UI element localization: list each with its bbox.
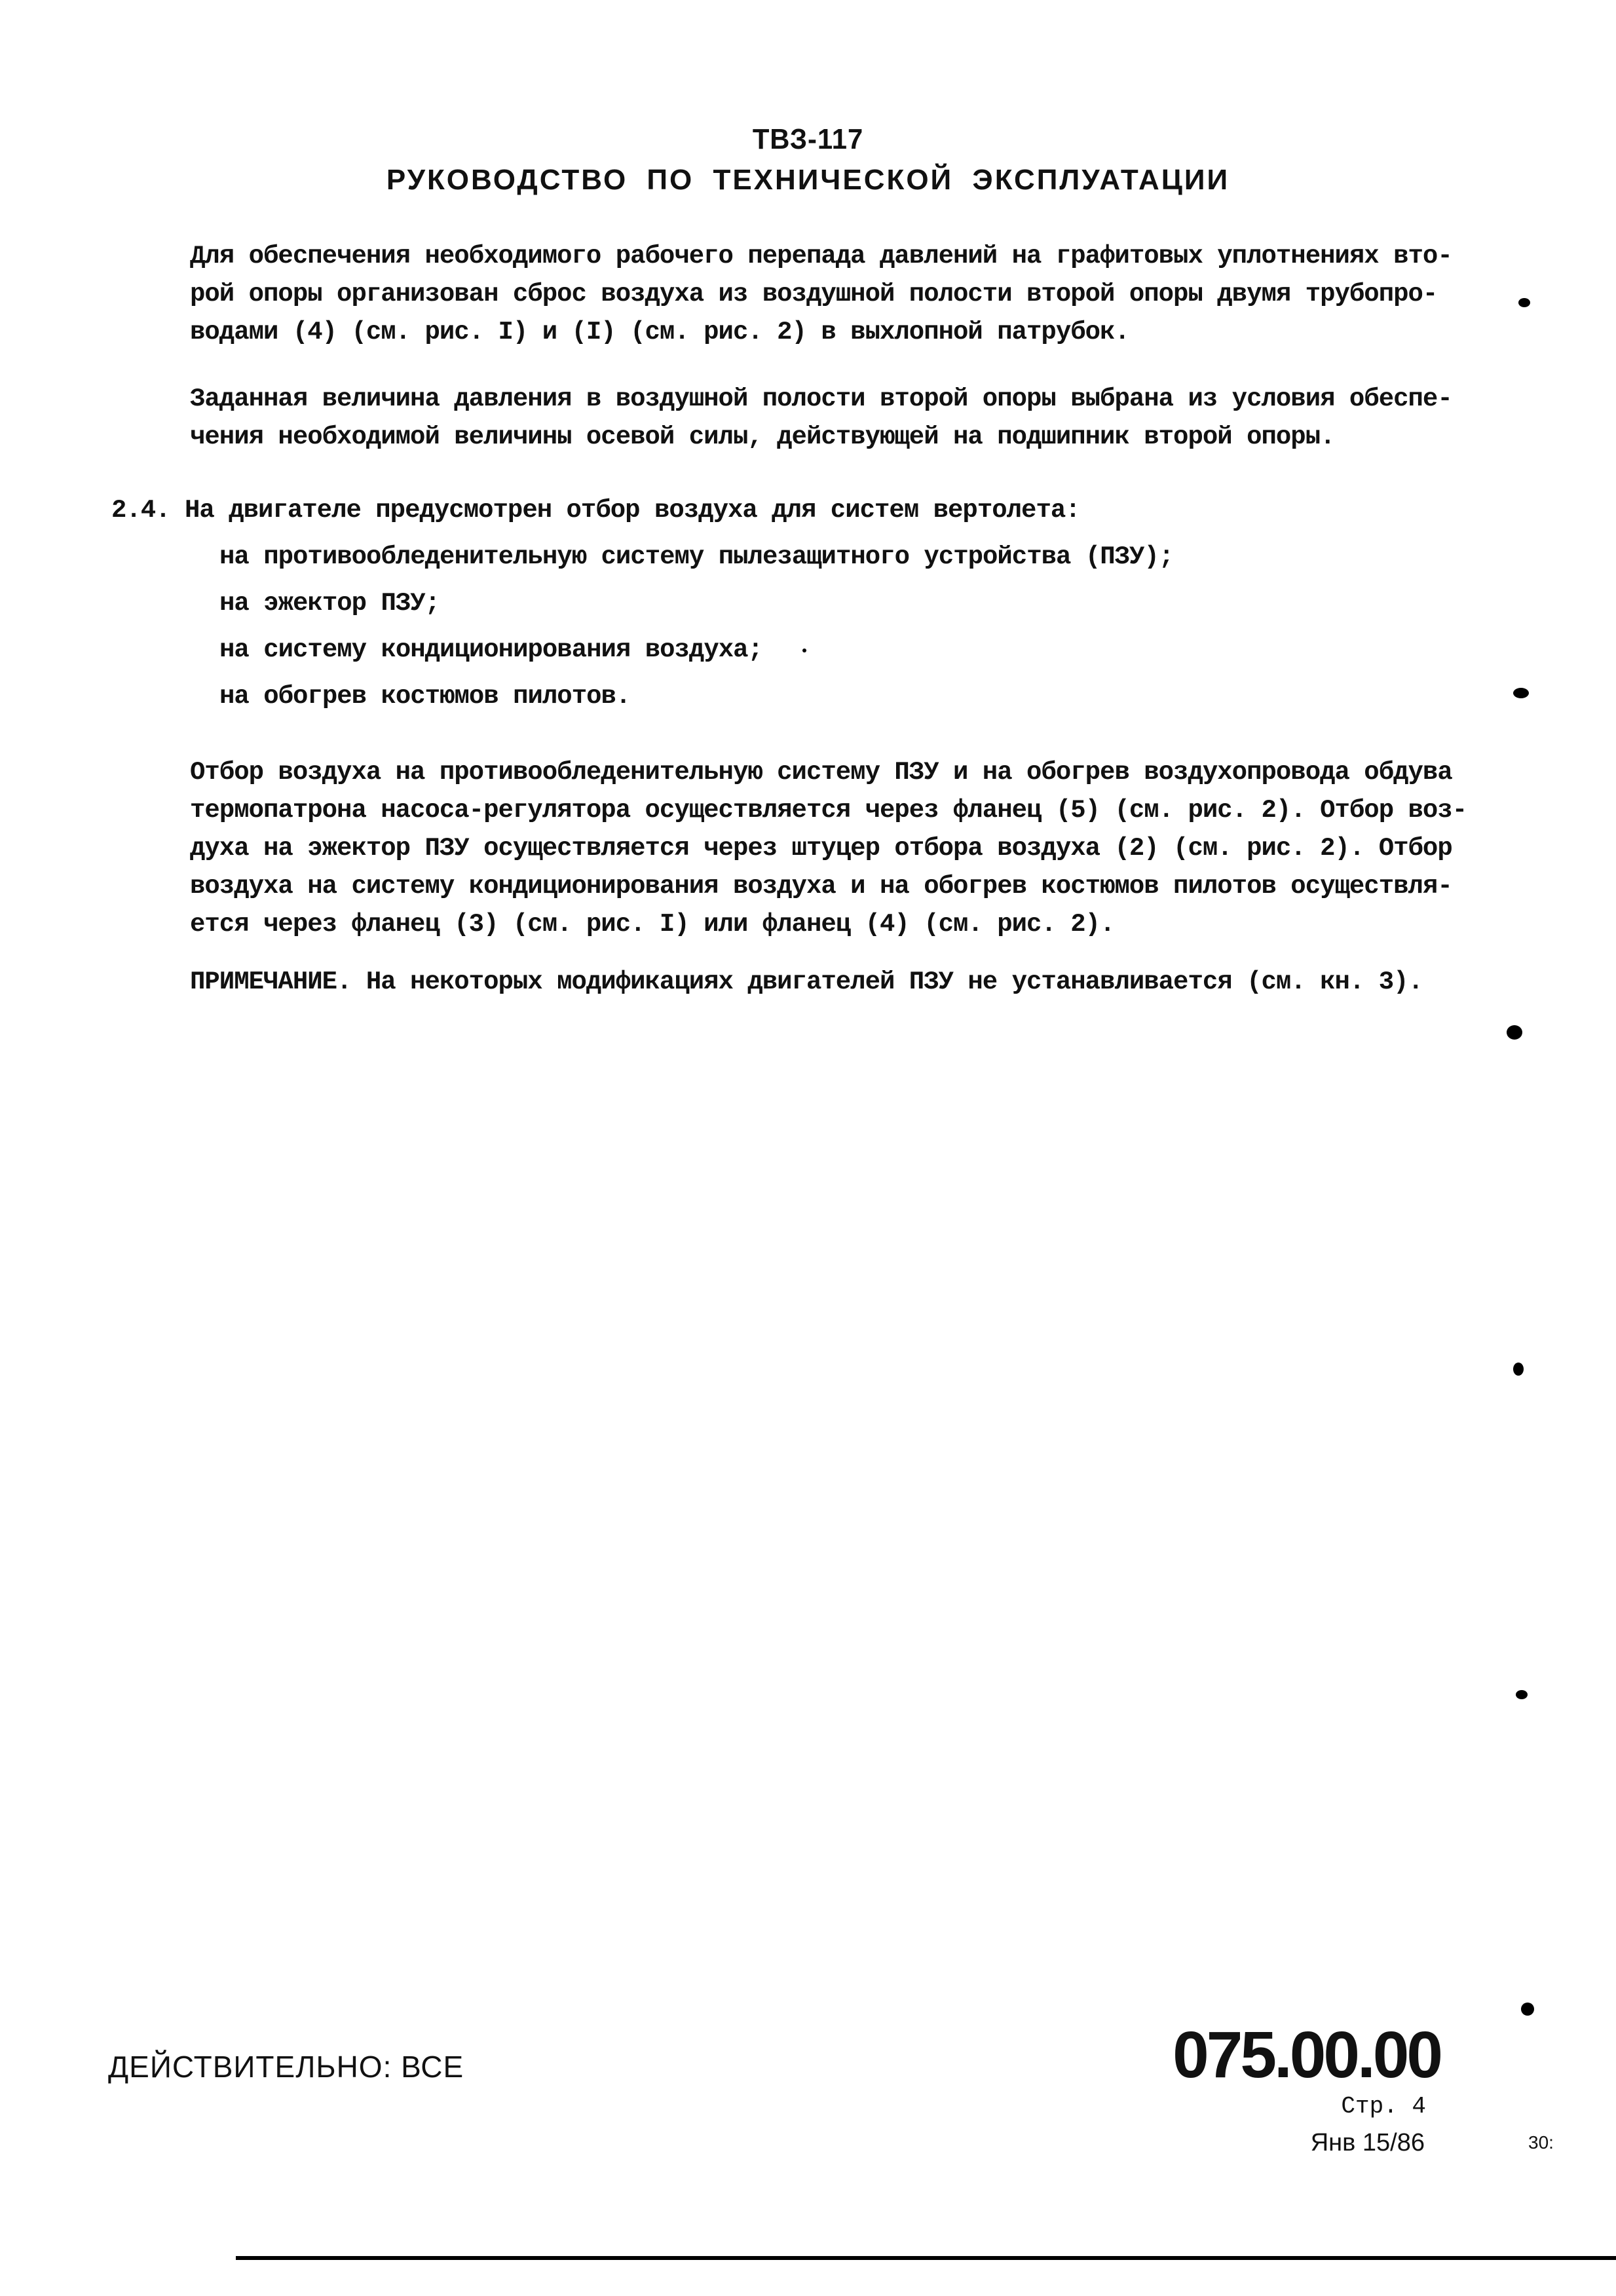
scan-speck-icon: [1518, 298, 1530, 307]
text-line: чения необходимой величины осевой силы, действующей на подшипник второй опоры.: [190, 423, 1335, 451]
revision-date: Янв 15/86: [1310, 2129, 1425, 2156]
list-item: на противообледенительную систему пылезащитного устройства (ПЗУ);: [219, 542, 1174, 571]
air-bleed-list: [219, 534, 1173, 720]
text-line: водами (4) (см. рис. I) и (I) (см. рис. 2) в выхлопной патрубок.: [190, 318, 1129, 347]
list-item: на эжектор ПЗУ;: [219, 589, 440, 618]
section-intro: На двигателе предусмотрен отбор воздуха для систем вертолета:: [185, 496, 1080, 525]
text-line: ется через фланец (3) (см. рис. I) или фланец (4) (см. рис. 2).: [190, 910, 1115, 939]
validity-label: ДЕЙСТВИТЕЛЬНО: ВСЕ: [108, 2050, 464, 2084]
text-line: Для обеспечения необходимого рабочего перепада давлений на графитовых уплотнениях вто-: [190, 242, 1452, 271]
text-line: термопатрона насоса-регулятора осуществляется через фланец (5) (см. рис. 2). Отбор воз-: [190, 796, 1467, 825]
text-line: Отбор воздуха на противообледенительную систему ПЗУ и на обогрев воздухопровода обдува: [190, 758, 1452, 787]
text-line: духа на эжектор ПЗУ осуществляется через штуцер отбора воздуха (2) (см. рис. 2). Отбор: [190, 834, 1452, 863]
paragraph-air-bleed-routes: [190, 753, 1467, 943]
engine-model-heading: ТВЗ-117: [752, 123, 864, 155]
scan-speck-icon: [1507, 1025, 1522, 1040]
sheet-number: 30:: [1528, 2132, 1554, 2153]
chapter-code: 075.00.00: [1173, 2018, 1440, 2092]
text-line: воздуха на систему кондиционирования воздуха и на обогрев костюмов пилотов осуществля-: [190, 872, 1452, 901]
bottom-rule-divider: [236, 2256, 1616, 2260]
page-number: Стр. 4: [1341, 2093, 1426, 2120]
paragraph-pressure-value: [190, 380, 1452, 456]
section-2-4-heading: [111, 491, 1080, 529]
scan-speck-icon: [1516, 1690, 1528, 1699]
scan-speck-icon: [1513, 688, 1529, 698]
text-line: рой опоры организован сброс воздуха из воздушной полости второй опоры двумя трубопро-: [190, 280, 1438, 309]
list-item: на обогрев костюмов пилотов.: [219, 682, 631, 711]
section-number: 2.4.: [111, 496, 170, 525]
list-item: на систему кондиционирования воздуха;: [219, 635, 762, 664]
note: ПРИМЕЧАНИЕ. На некоторых модификациях двигателей ПЗУ не устанавливается (см. кн. 3).: [190, 968, 1423, 996]
scan-speck-icon: [802, 649, 806, 652]
manual-title: РУКОВОДСТВО ПО ТЕХНИЧЕСКОЙ ЭКСПЛУАТАЦИИ: [386, 164, 1230, 196]
paragraph-seal-pressure: [190, 237, 1452, 351]
scan-speck-icon: [1521, 2003, 1534, 2016]
text-line: Заданная величина давления в воздушной полости второй опоры выбрана из условия обеспе-: [190, 385, 1452, 413]
scan-speck-icon: [1513, 1363, 1524, 1376]
